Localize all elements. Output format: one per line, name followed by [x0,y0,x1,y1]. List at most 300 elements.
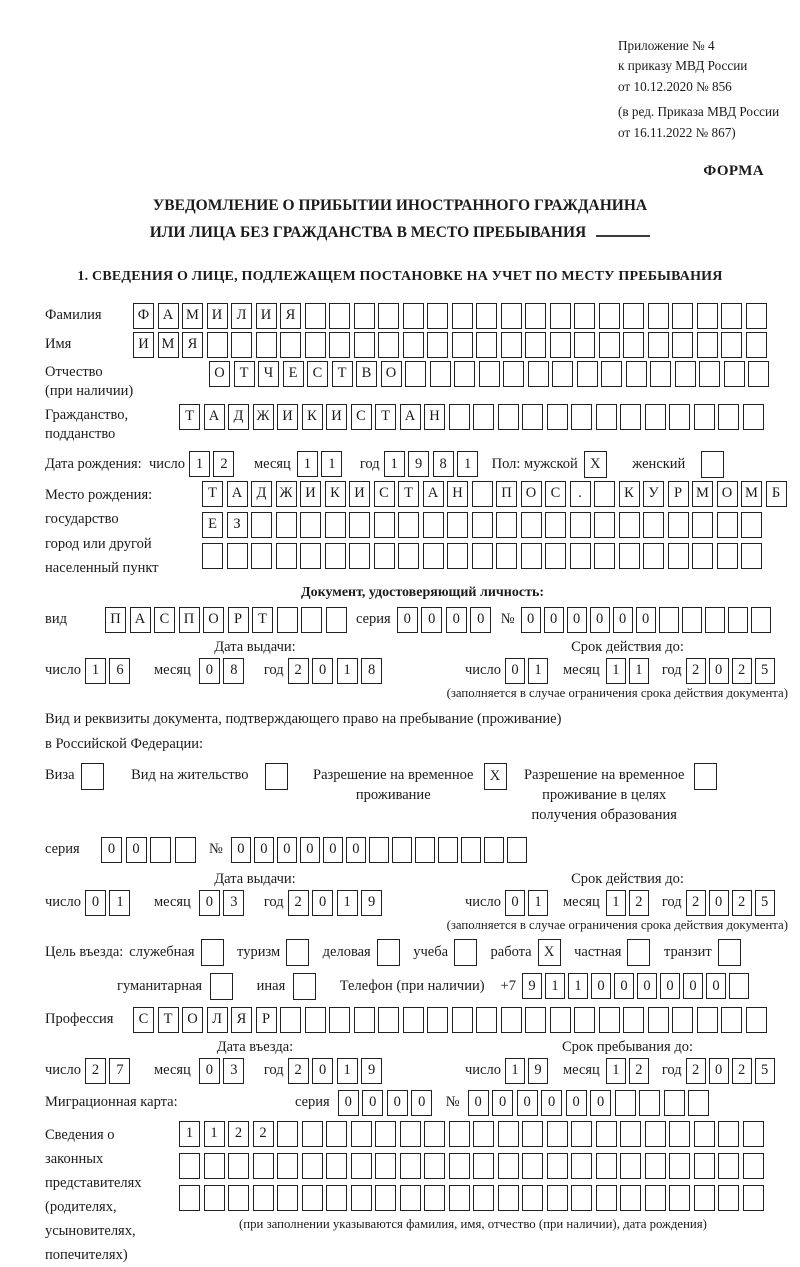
char-cell[interactable] [619,512,640,538]
char-cell[interactable]: 0 [421,607,442,633]
char-cell[interactable]: И [326,404,347,430]
char-cell[interactable] [672,303,693,329]
char-cell[interactable]: 0 [231,837,251,863]
char-cell[interactable] [449,1153,470,1179]
char-cell[interactable]: 2 [732,890,752,916]
char-cell[interactable] [669,1185,690,1211]
char-cell[interactable] [449,1185,470,1211]
char-cell[interactable] [721,303,742,329]
char-cell[interactable] [251,512,272,538]
char-cell[interactable] [594,543,615,569]
char-cell[interactable]: 0 [101,837,122,863]
char-cell[interactable]: 1 [384,451,405,477]
char-cell[interactable] [596,404,617,430]
char-cell[interactable] [276,512,297,538]
char-cell[interactable]: 1 [204,1121,225,1147]
char-cell[interactable] [354,332,375,358]
char-cell[interactable]: 8 [433,451,454,477]
char-cell[interactable] [619,543,640,569]
char-cell[interactable]: О [209,361,230,387]
char-cell[interactable]: А [400,404,421,430]
char-cell[interactable]: Р [228,607,249,633]
char-cell[interactable] [277,1185,298,1211]
char-cell[interactable]: 0 [709,890,729,916]
char-cell[interactable]: 5 [755,890,775,916]
char-cell[interactable] [574,303,595,329]
gender-male-checkbox[interactable]: X [584,451,607,478]
char-cell[interactable] [256,332,277,358]
char-cell[interactable]: А [227,481,248,507]
char-cell[interactable]: 2 [732,1058,752,1084]
char-cell[interactable] [571,404,592,430]
char-cell[interactable] [692,543,713,569]
char-cell[interactable]: С [545,481,566,507]
char-cell[interactable] [648,303,669,329]
char-cell[interactable] [547,404,568,430]
char-cell[interactable]: 0 [300,837,320,863]
char-cell[interactable] [351,1153,372,1179]
char-cell[interactable] [438,837,458,863]
char-cell[interactable] [620,404,641,430]
char-cell[interactable]: Я [182,332,203,358]
char-cell[interactable] [447,512,468,538]
char-cell[interactable]: 9 [522,973,542,999]
char-cell[interactable] [375,1153,396,1179]
char-cell[interactable]: И [133,332,154,358]
char-cell[interactable] [626,361,647,387]
char-cell[interactable]: 1 [179,1121,200,1147]
char-cell[interactable] [405,361,426,387]
char-cell[interactable]: 7 [109,1058,130,1084]
char-cell[interactable] [329,303,350,329]
char-cell[interactable]: 2 [288,890,309,916]
char-cell[interactable] [574,1007,595,1033]
char-cell[interactable]: 0 [505,890,525,916]
char-cell[interactable]: 0 [397,607,418,633]
char-cell[interactable] [645,1121,666,1147]
purpose-business-checkbox[interactable] [377,939,400,966]
char-cell[interactable] [351,1121,372,1147]
temp-residence-checkbox[interactable]: X [484,763,507,790]
char-cell[interactable]: 1 [606,1058,626,1084]
char-cell[interactable]: 0 [590,607,610,633]
char-cell[interactable] [688,1090,709,1116]
char-cell[interactable] [694,1185,715,1211]
char-cell[interactable] [351,1185,372,1211]
char-cell[interactable] [525,332,546,358]
char-cell[interactable]: И [256,303,277,329]
char-cell[interactable] [179,1185,200,1211]
char-cell[interactable] [596,1153,617,1179]
char-cell[interactable]: 0 [492,1090,513,1116]
char-cell[interactable] [369,837,389,863]
char-cell[interactable]: 0 [126,837,147,863]
char-cell[interactable] [227,543,248,569]
char-cell[interactable] [228,1185,249,1211]
char-cell[interactable]: 0 [411,1090,432,1116]
char-cell[interactable] [253,1185,274,1211]
char-cell[interactable] [675,361,696,387]
char-cell[interactable]: 2 [629,1058,649,1084]
char-cell[interactable] [447,543,468,569]
char-cell[interactable] [276,543,297,569]
char-cell[interactable]: 1 [545,973,565,999]
char-cell[interactable] [620,1185,641,1211]
char-cell[interactable]: Л [207,1007,228,1033]
char-cell[interactable]: 0 [590,1090,611,1116]
char-cell[interactable]: З [227,512,248,538]
char-cell[interactable] [501,303,522,329]
char-cell[interactable] [570,543,591,569]
char-cell[interactable] [479,361,500,387]
char-cell[interactable]: П [179,607,200,633]
char-cell[interactable]: 0 [637,973,657,999]
char-cell[interactable] [430,361,451,387]
char-cell[interactable]: 0 [362,1090,383,1116]
char-cell[interactable] [329,1007,350,1033]
char-cell[interactable]: 1 [528,658,548,684]
char-cell[interactable] [202,543,223,569]
char-cell[interactable]: 0 [312,658,333,684]
char-cell[interactable] [623,332,644,358]
char-cell[interactable] [403,1007,424,1033]
char-cell[interactable] [476,303,497,329]
char-cell[interactable] [571,1121,592,1147]
char-cell[interactable] [699,361,720,387]
char-cell[interactable]: . [570,481,591,507]
char-cell[interactable] [349,543,370,569]
char-cell[interactable]: С [133,1007,154,1033]
char-cell[interactable]: 0 [312,1058,333,1084]
char-cell[interactable]: П [105,607,126,633]
char-cell[interactable] [326,607,347,633]
char-cell[interactable]: 0 [517,1090,538,1116]
char-cell[interactable] [615,1090,636,1116]
char-cell[interactable]: 1 [321,451,342,477]
char-cell[interactable] [525,1007,546,1033]
char-cell[interactable] [599,1007,620,1033]
char-cell[interactable]: А [130,607,151,633]
char-cell[interactable]: 0 [614,973,634,999]
char-cell[interactable]: 2 [686,658,706,684]
char-cell[interactable] [472,543,493,569]
char-cell[interactable] [375,1185,396,1211]
char-cell[interactable] [741,543,762,569]
char-cell[interactable] [668,543,689,569]
char-cell[interactable] [694,1153,715,1179]
char-cell[interactable]: Ж [253,404,274,430]
char-cell[interactable]: 1 [297,451,318,477]
char-cell[interactable] [705,607,725,633]
char-cell[interactable] [717,512,738,538]
char-cell[interactable] [522,1185,543,1211]
char-cell[interactable] [694,1121,715,1147]
char-cell[interactable]: 0 [277,837,297,863]
char-cell[interactable] [496,543,517,569]
char-cell[interactable]: Ж [276,481,297,507]
char-cell[interactable]: У [643,481,664,507]
char-cell[interactable] [326,1185,347,1211]
char-cell[interactable] [697,1007,718,1033]
char-cell[interactable]: Я [280,303,301,329]
char-cell[interactable]: 1 [189,451,210,477]
char-cell[interactable] [645,1185,666,1211]
char-cell[interactable] [496,512,517,538]
char-cell[interactable]: 1 [109,890,130,916]
char-cell[interactable]: Р [668,481,689,507]
char-cell[interactable] [721,332,742,358]
char-cell[interactable] [620,1153,641,1179]
char-cell[interactable]: 2 [686,1058,706,1084]
char-cell[interactable] [424,1185,445,1211]
char-cell[interactable]: 1 [629,658,649,684]
char-cell[interactable] [620,1121,641,1147]
char-cell[interactable]: 2 [629,890,649,916]
char-cell[interactable] [400,1153,421,1179]
char-cell[interactable] [449,404,470,430]
char-cell[interactable] [472,512,493,538]
char-cell[interactable] [522,404,543,430]
char-cell[interactable] [596,1185,617,1211]
char-cell[interactable]: 0 [591,973,611,999]
char-cell[interactable]: Т [332,361,353,387]
char-cell[interactable]: 9 [528,1058,548,1084]
char-cell[interactable]: С [374,481,395,507]
char-cell[interactable] [718,1121,739,1147]
char-cell[interactable] [231,332,252,358]
char-cell[interactable] [743,1185,764,1211]
char-cell[interactable] [672,332,693,358]
char-cell[interactable]: Д [228,404,249,430]
char-cell[interactable] [545,543,566,569]
char-cell[interactable]: 0 [613,607,633,633]
char-cell[interactable] [746,1007,767,1033]
char-cell[interactable] [204,1153,225,1179]
char-cell[interactable] [452,303,473,329]
purpose-tourism-checkbox[interactable] [286,939,309,966]
char-cell[interactable]: П [496,481,517,507]
char-cell[interactable] [325,543,346,569]
purpose-official-checkbox[interactable] [201,939,224,966]
char-cell[interactable]: 0 [566,1090,587,1116]
char-cell[interactable] [503,361,524,387]
char-cell[interactable] [623,1007,644,1033]
purpose-work-checkbox[interactable]: X [538,939,561,966]
char-cell[interactable] [378,332,399,358]
char-cell[interactable]: 9 [408,451,429,477]
char-cell[interactable] [228,1153,249,1179]
char-cell[interactable] [525,303,546,329]
char-cell[interactable] [305,332,326,358]
char-cell[interactable]: 0 [199,1058,220,1084]
char-cell[interactable] [472,481,493,507]
char-cell[interactable]: 0 [323,837,343,863]
char-cell[interactable] [643,543,664,569]
char-cell[interactable] [403,332,424,358]
char-cell[interactable] [697,303,718,329]
char-cell[interactable] [718,1153,739,1179]
char-cell[interactable]: 0 [683,973,703,999]
char-cell[interactable] [669,1153,690,1179]
char-cell[interactable]: С [154,607,175,633]
char-cell[interactable] [692,512,713,538]
char-cell[interactable] [326,1121,347,1147]
char-cell[interactable]: 1 [457,451,478,477]
char-cell[interactable] [498,404,519,430]
char-cell[interactable] [476,1007,497,1033]
char-cell[interactable]: 0 [660,973,680,999]
char-cell[interactable] [746,332,767,358]
char-cell[interactable] [175,837,196,863]
char-cell[interactable]: Я [231,1007,252,1033]
char-cell[interactable] [473,404,494,430]
char-cell[interactable] [721,1007,742,1033]
char-cell[interactable] [547,1121,568,1147]
char-cell[interactable]: 0 [199,658,220,684]
char-cell[interactable] [594,481,615,507]
char-cell[interactable]: Л [231,303,252,329]
char-cell[interactable] [484,837,504,863]
char-cell[interactable] [743,1153,764,1179]
char-cell[interactable] [718,404,739,430]
purpose-transit-checkbox[interactable] [718,939,741,966]
char-cell[interactable] [522,1153,543,1179]
char-cell[interactable] [501,1007,522,1033]
char-cell[interactable]: 0 [709,658,729,684]
char-cell[interactable] [461,837,481,863]
char-cell[interactable] [179,1153,200,1179]
char-cell[interactable] [717,543,738,569]
char-cell[interactable] [427,303,448,329]
char-cell[interactable] [300,543,321,569]
char-cell[interactable]: 6 [109,658,130,684]
char-cell[interactable]: Ч [258,361,279,387]
char-cell[interactable] [522,1121,543,1147]
char-cell[interactable]: 0 [387,1090,408,1116]
char-cell[interactable]: 0 [567,607,587,633]
char-cell[interactable]: А [204,404,225,430]
char-cell[interactable] [682,607,702,633]
char-cell[interactable]: М [158,332,179,358]
char-cell[interactable] [648,332,669,358]
char-cell[interactable] [669,404,690,430]
char-cell[interactable] [374,512,395,538]
char-cell[interactable] [724,361,745,387]
char-cell[interactable] [277,607,298,633]
char-cell[interactable]: Ф [133,303,154,329]
char-cell[interactable] [378,1007,399,1033]
purpose-other-checkbox[interactable] [293,973,316,1000]
char-cell[interactable] [643,512,664,538]
char-cell[interactable]: 0 [254,837,274,863]
char-cell[interactable] [392,837,412,863]
char-cell[interactable]: К [302,404,323,430]
char-cell[interactable] [427,1007,448,1033]
char-cell[interactable] [599,332,620,358]
char-cell[interactable] [354,303,375,329]
char-cell[interactable]: А [158,303,179,329]
char-cell[interactable] [251,543,272,569]
char-cell[interactable] [528,361,549,387]
char-cell[interactable] [718,1185,739,1211]
char-cell[interactable] [498,1121,519,1147]
char-cell[interactable] [743,1121,764,1147]
char-cell[interactable]: 1 [337,890,358,916]
char-cell[interactable] [400,1185,421,1211]
char-cell[interactable] [424,1121,445,1147]
char-cell[interactable]: М [741,481,762,507]
char-cell[interactable] [427,332,448,358]
char-cell[interactable] [639,1090,660,1116]
char-cell[interactable] [697,332,718,358]
char-cell[interactable] [329,332,350,358]
char-cell[interactable]: Т [234,361,255,387]
char-cell[interactable] [547,1185,568,1211]
char-cell[interactable]: И [300,481,321,507]
char-cell[interactable] [746,303,767,329]
char-cell[interactable]: В [356,361,377,387]
char-cell[interactable]: 1 [568,973,588,999]
char-cell[interactable]: Т [202,481,223,507]
char-cell[interactable]: М [692,481,713,507]
char-cell[interactable] [354,1007,375,1033]
char-cell[interactable] [547,1153,568,1179]
char-cell[interactable]: С [351,404,372,430]
char-cell[interactable]: 0 [470,607,491,633]
char-cell[interactable]: Т [158,1007,179,1033]
char-cell[interactable] [596,1121,617,1147]
char-cell[interactable] [375,1121,396,1147]
char-cell[interactable] [498,1185,519,1211]
char-cell[interactable] [650,361,671,387]
visa-checkbox[interactable] [81,763,104,790]
char-cell[interactable] [648,1007,669,1033]
char-cell[interactable] [280,332,301,358]
char-cell[interactable] [498,1153,519,1179]
char-cell[interactable] [669,1121,690,1147]
char-cell[interactable]: 3 [223,1058,244,1084]
char-cell[interactable] [403,303,424,329]
char-cell[interactable] [301,607,322,633]
char-cell[interactable] [277,1153,298,1179]
char-cell[interactable] [599,303,620,329]
char-cell[interactable] [694,404,715,430]
char-cell[interactable] [659,607,679,633]
char-cell[interactable] [552,361,573,387]
char-cell[interactable]: К [619,481,640,507]
char-cell[interactable]: Н [447,481,468,507]
char-cell[interactable] [349,512,370,538]
char-cell[interactable] [454,361,475,387]
char-cell[interactable]: 0 [541,1090,562,1116]
gender-female-checkbox[interactable] [701,451,724,478]
char-cell[interactable]: 0 [85,890,106,916]
char-cell[interactable]: Т [398,481,419,507]
char-cell[interactable]: 8 [223,658,244,684]
char-cell[interactable]: Е [283,361,304,387]
char-cell[interactable] [452,332,473,358]
char-cell[interactable] [668,512,689,538]
char-cell[interactable]: 0 [636,607,656,633]
char-cell[interactable]: 1 [606,658,626,684]
char-cell[interactable] [305,1007,326,1033]
char-cell[interactable] [415,837,435,863]
char-cell[interactable]: С [307,361,328,387]
char-cell[interactable]: О [521,481,542,507]
char-cell[interactable] [550,332,571,358]
char-cell[interactable]: О [203,607,224,633]
char-cell[interactable] [743,404,764,430]
